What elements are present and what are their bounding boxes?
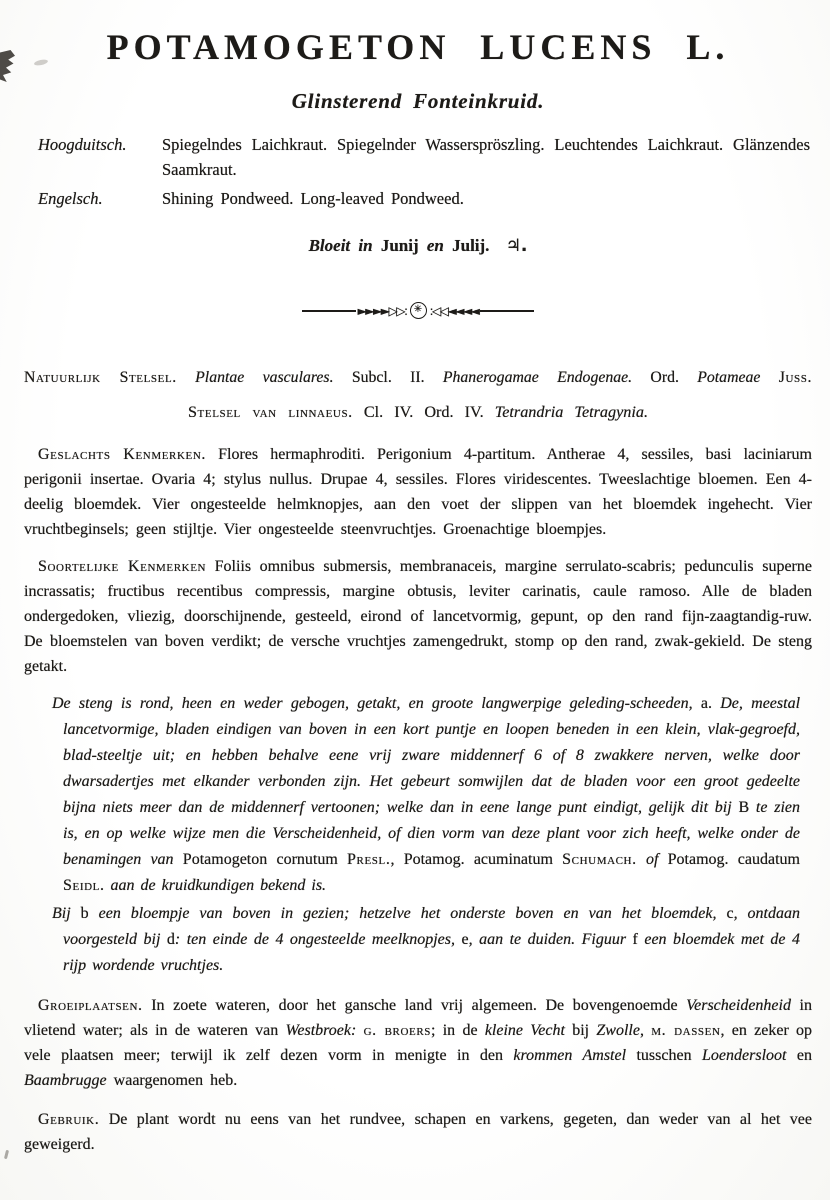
text-run: b: [80, 904, 89, 922]
text-run: aan de kruidkundigen bekend is.: [110, 876, 327, 894]
divider-rosette-icon: ✳: [410, 302, 427, 319]
text-run: m. dassen: [651, 1021, 721, 1039]
text-run: Natuurlijk Stelsel.: [24, 369, 177, 387]
text-run: Cl. IV. Ord. IV.: [352, 402, 495, 421]
bloom-period-line: [24, 236, 812, 256]
text-run: te zien is, en op welke wijze men die Verscheidenheid, of dien vorm van deze plant voor zich heeft, welke onder de benamingen van: [63, 798, 800, 868]
text-run: Junij: [372, 236, 427, 256]
text-run: Plantae vasculares.: [195, 369, 334, 387]
text-run: [356, 1022, 363, 1039]
text-run: g. broers: [363, 1021, 431, 1039]
text-run: B: [738, 798, 750, 816]
text-run: of: [645, 850, 659, 868]
text-run: Flores hermaphroditi. Perigonium 4-partitum. Antherae 4, sessiles, basi laciniarum perigonii insertae. Ovaria 4; stylus nullus. Drupae 4, sessiles. Flores viridescentes. Tweeslachtige bloemen. Een 4-deelig bloemdek. Vier ongesteelde helmknopjes, aan den voet der slippen van het bloemdek ingehecht. Vier vruchtbeginsels; geen stijltje. Vier ongesteelde steenvruchtjes. Groenachtige bloempjes.: [24, 445, 813, 538]
language-names: Spiegelndes Laichkraut. Spiegelnder Wasserspröszling. Leuchtendes Laichkraut. Glänzendes Saamkraut.: [162, 135, 810, 180]
text-run: Baambrugge: [24, 1071, 107, 1089]
text-run: [760, 369, 778, 386]
text-run: a.: [700, 694, 712, 712]
text-run: In zoete wateren, door het gansche land vrij algemeen. De bovengenoemde: [142, 996, 687, 1014]
plate-description-paragraph-1: [52, 691, 800, 899]
text-run: Groeiplaatsen.: [38, 996, 143, 1014]
text-run: ,: [639, 1021, 652, 1039]
text-run: tusschen: [626, 1046, 703, 1064]
text-run: Verscheidenheid: [686, 996, 791, 1014]
text-run: krommen Amstel: [513, 1046, 627, 1064]
divider-rule-right: [480, 310, 534, 312]
text-run: De plant wordt nu eens van het rundvee, schapen en varkens, gegeten, dan weder van al het vee geweigerd.: [24, 1110, 812, 1153]
page-title: POTAMOGETON LUCENS L.: [106, 27, 730, 67]
divider-arrows-right-icon: :◁◁◄◄◄◄: [429, 303, 479, 318]
text-run: e: [461, 930, 469, 948]
text-run: Subcl. II.: [333, 369, 443, 387]
text-run: in vlietend water; als in de wateren van: [24, 996, 812, 1039]
text-run: : ten einde de 4 ongesteelde meelknopjes,: [174, 930, 462, 948]
plate-description-paragraph-2: [52, 901, 800, 979]
text-run: Potameae: [697, 369, 761, 387]
ink-smudge: [0, 50, 15, 82]
text-run: Potamogeton cornutum: [182, 850, 348, 868]
text-run: d: [166, 930, 175, 948]
text-run: Seidl.: [63, 876, 105, 894]
text-run: Presl.: [347, 850, 391, 868]
text-run: ; in de: [431, 1021, 485, 1039]
text-run: een bloemdek met de 4 rijp wordende vruchtjes.: [63, 930, 800, 974]
text-run: Julij.: [443, 236, 490, 256]
text-run: , en zeker op vele plaatsen meer; terwijl ik zelf dezen vorm in menigte in den: [24, 1021, 813, 1064]
text-run: Phanerogamae Endogenae.: [442, 369, 633, 387]
text-run: Geslachts Kenmerken.: [38, 445, 206, 463]
dutch-common-name: Glinsterend Fonteinkruid.: [291, 89, 545, 114]
text-run: Loendersloot: [702, 1046, 787, 1064]
text-run: Juss.: [778, 369, 813, 387]
text-run: Tetrandria Tetragynia.: [494, 402, 649, 421]
use-paragraph: [24, 1107, 812, 1157]
text-run: Schumach.: [562, 850, 637, 868]
text-run: Stelsel van linnaeus.: [187, 402, 353, 421]
text-run: een bloempje van boven in gezien; hetzelve het onderste boven en van het bloemdek,: [88, 904, 727, 922]
text-run: kleine Vecht: [484, 1021, 565, 1039]
language-label: Engelsch.: [38, 189, 103, 209]
text-run: Zwolle: [596, 1021, 640, 1039]
plate-description-block: [52, 691, 800, 979]
species-characters-paragraph: [24, 554, 812, 679]
ornamental-divider: [24, 302, 812, 319]
text-run: Potamog. caudatum: [658, 850, 800, 868]
name-row-german: [24, 132, 812, 182]
foreign-names-list: [24, 132, 812, 211]
text-run: waargenomen heb.: [106, 1071, 238, 1089]
text-run: Soortelijke Kenmerken: [38, 557, 207, 575]
natural-system-line: [24, 369, 812, 387]
text-run: , aan te duiden. Figuur: [468, 930, 633, 948]
text-run: [177, 369, 195, 386]
bloom-text: [309, 236, 490, 255]
linnaeus-system-line: [24, 403, 812, 422]
divider-arrows-left-icon: ►►►►▷▷:: [357, 303, 407, 318]
text-run: , ontdaan voorgesteld bij: [63, 904, 800, 948]
text-run: Foliis omnibus submersis, membranaceis, margine serrulato-scabris; pedunculis superne incrassatis; fructibus recentibus compressis, margine obtusis, leviter carinatis, caule ramoso. Alle de bladen ondergedoken, vliezig, doorschijnende, gesteeld, eirond of lancetvormig, gepunt, op den rand fijn-zaagtandig-ruw. De bloemstelen van boven verdikt; de versche vruchtjes zamengedrukt, stomp op den rand, zwak-gekield. De steng getakt.: [24, 557, 812, 675]
language-names: Shining Pondweed. Long-leaved Pondweed.: [162, 189, 464, 209]
text-run: , Potamog. acuminatum: [390, 850, 563, 868]
text-run: [637, 851, 646, 868]
name-row-english: [24, 186, 812, 211]
text-run: bij: [564, 1021, 597, 1039]
text-run: c: [726, 904, 734, 922]
text-run: De steng is rond, heen en weder gebogen, getakt, en groote langwerpige geleding-scheeden,: [52, 694, 701, 712]
text-run: De, meestal lancetvormige, bladen eindigen van boven in een kort puntje en loopen beneden in een klein, vlak-gegroefd, blad-steeltje uit; en hebben behalve eene vrij zware middennerf 6 of 8 zwakkere nerven, welke door dwarsadertjes met elkander verbonden zijn. Het gebeurt somwijlen dat de bladen voor een groot gedeelte bijna niets meer dan de middennerf vertoonen; welke dan in eene lange punt eindigt, gelijk dit bij: [63, 694, 801, 816]
text-run: en: [426, 236, 444, 256]
text-run: Westbroek:: [285, 1021, 357, 1039]
text-run: Bij: [52, 904, 81, 922]
text-run: en: [786, 1046, 813, 1064]
divider-rule-left: [302, 310, 356, 312]
ink-speck: [4, 1150, 9, 1159]
genus-characters-paragraph: [24, 442, 812, 542]
jupiter-perennial-icon: ♃.: [505, 236, 528, 257]
habitat-paragraph: [24, 993, 812, 1093]
text-run: Bloeit in: [308, 236, 373, 256]
language-label: Hoogduitsch.: [38, 135, 127, 155]
text-run: Ord.: [632, 369, 698, 387]
text-run: f: [632, 930, 638, 948]
text-run: Gebruik.: [38, 1110, 100, 1128]
